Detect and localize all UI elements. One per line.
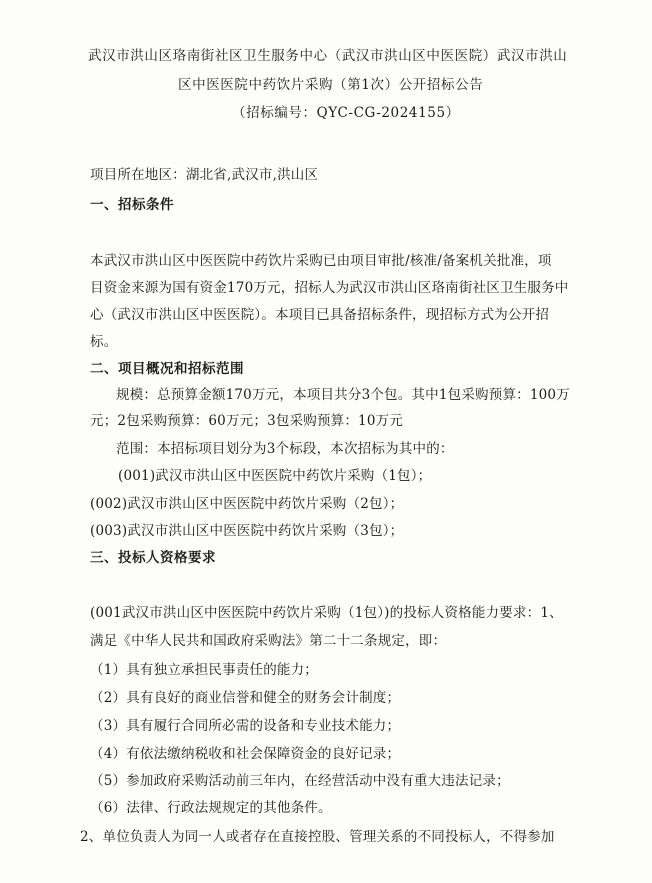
qualification-intro-line-1: (001武汉市洪山区中医医院中药饮片采购（1包）)的投标人资格能力要求：1、 [90,605,563,621]
package-item: (001)武汉市洪山区中医医院中药饮片采购（1包）； [118,468,432,484]
qualification-item: （6）法律、行政法规规定的其他条件。 [90,800,332,816]
package-item: (002)武汉市洪山区中医医院中药饮片采购（2包）； [90,496,404,512]
scale-line-2: 元；2包采购预算：60万元；3包采购预算：10万元 [90,413,404,429]
qualification-item: （3）具有履行合同所必需的设备和专业技术能力； [90,718,401,734]
package-item: (003)武汉市洪山区中医医院中药饮片采购（3包）； [90,523,404,539]
qualification-item: （2）具有良好的商业信誉和健全的财务会计制度； [90,690,401,706]
qualification-item: （1）具有独立承担民事责任的能力； [90,662,318,678]
section-3-heading: 三、投标人资格要求 [90,550,216,566]
title-line-2: 区中医医院中药饮片采购（第1次）公开招标公告 [178,77,484,93]
section-1-heading: 一、招标条件 [90,197,174,213]
qualification-item-2: 2、单位负责人为同一人或者存在直接控股、管理关系的不同投标人，不得参加 [80,829,555,845]
section-1-paragraph-line: 心（武汉市洪山区中医医院）。本项目已具备招标条件，现招标方式为公开招 [90,307,550,323]
section-1-paragraph-line: 目资金来源为国有资金170万元，招标人为武汉市洪山区珞南街社区卫生服务中 [90,280,569,296]
qualification-item: （5）参加政府采购活动前三年内，在经营活动中没有重大违法记录； [90,773,510,789]
section-1-paragraph-line: 本武汉市洪山区中医医院中药饮片采购已由项目审批/核准/备案机关批准，项 [90,253,552,269]
scale-line-1: 规模：总预算金额170万元，本项目共分3个包。其中1包采购预算：100万 [116,387,570,403]
section-2-heading: 二、项目概况和招标范围 [90,361,244,377]
project-location: 项目所在地区：湖北省,武汉市,洪山区 [90,167,319,183]
qualification-item: （4）有依法缴纳税收和社会保障资金的良好记录； [90,746,401,762]
section-1-paragraph-line: 标。 [90,334,118,350]
scope-line: 范围：本招标项目划分为3个标段，本次招标为其中的： [116,441,454,457]
title-line-1: 武汉市洪山区珞南街社区卫生服务中心（武汉市洪山区中医医院）武汉市洪山 [88,48,568,64]
qualification-intro-line-2: 满足《中华人民共和国政府采购法》第二十二条规定，即： [90,633,447,649]
tender-number: （招标编号：QYC-CG-2024155） [232,105,460,121]
